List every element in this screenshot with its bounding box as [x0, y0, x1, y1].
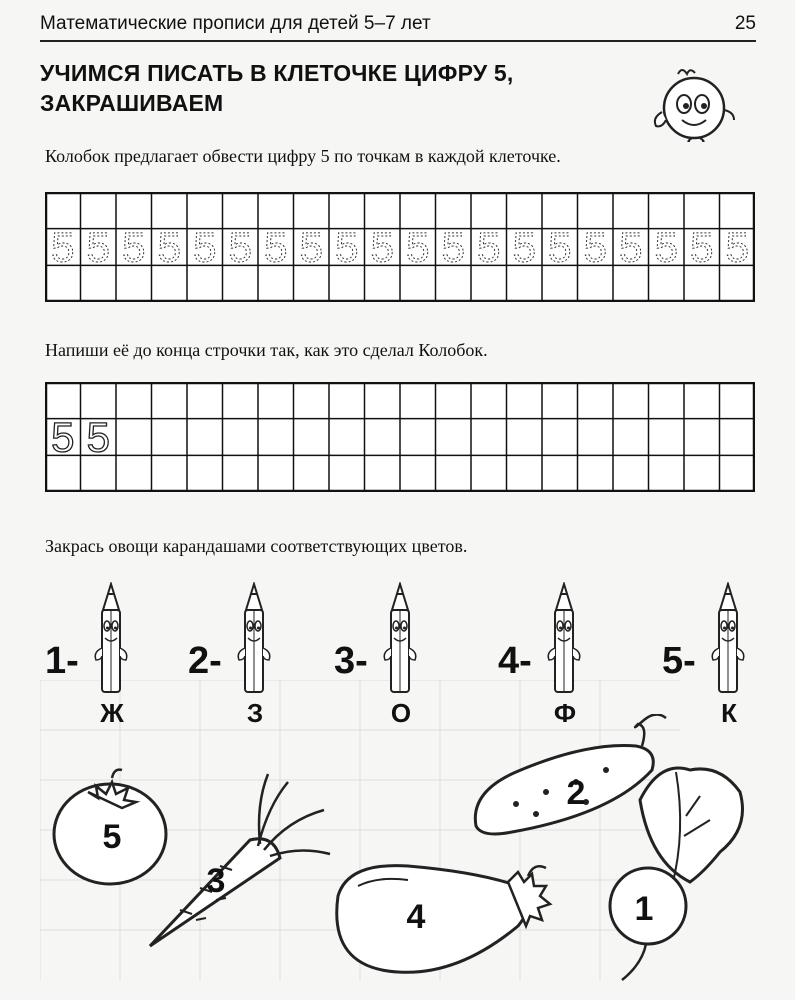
dotted-digit: 5	[512, 223, 536, 271]
legend-color-letter: Ж	[100, 698, 124, 728]
cucumber-number: 2	[566, 774, 586, 812]
instruction-trace: Колобок предлагает обвести цифру 5 по точкам в каждой клеточке.	[45, 146, 561, 166]
dotted-digit: 5	[370, 223, 394, 271]
legend-item-2	[188, 582, 308, 732]
dotted-digit: 5	[441, 223, 465, 271]
trace-grid	[45, 192, 755, 302]
carrot-number: 3	[206, 862, 226, 900]
radish-picture	[600, 756, 760, 991]
legend-color-letter: Ф	[553, 698, 577, 728]
dotted-digit: 5	[725, 223, 749, 271]
running-header	[40, 10, 756, 42]
dotted-digit: 5	[264, 223, 288, 271]
heading-line-1: УЧИМСЯ ПИСАТЬ В КЛЕТОЧКЕ ЦИФРУ 5,	[40, 60, 514, 86]
dotted-digit: 5	[583, 223, 607, 271]
legend-item-3	[334, 582, 454, 732]
dotted-digit: 5	[122, 223, 146, 271]
sample-digit: 5	[86, 413, 110, 461]
instruction-write: Напиши её до конца строчки так, как это сделал Колобок.	[45, 340, 488, 360]
sample-digit: 5	[51, 413, 75, 461]
legend-color-letter: О	[390, 698, 412, 728]
dotted-digit: 5	[193, 223, 217, 271]
dotted-digit: 5	[619, 223, 643, 271]
legend-number: 3-	[334, 640, 368, 682]
dotted-digit: 5	[477, 223, 501, 271]
radish-number: 1	[634, 890, 654, 928]
legend-item-5	[662, 582, 782, 732]
pencil-icon	[380, 582, 420, 694]
carrot-picture	[140, 770, 340, 955]
write-grid	[45, 382, 755, 492]
pencil-icon	[544, 582, 584, 694]
dotted-digit: 5	[299, 223, 323, 271]
dotted-digit: 5	[406, 223, 430, 271]
dotted-digit: 5	[548, 223, 572, 271]
tomato-number: 5	[102, 818, 122, 856]
dotted-digit: 5	[86, 223, 110, 271]
legend-number: 2-	[188, 640, 222, 682]
legend-color-letter: К	[721, 698, 737, 728]
instruction-color: Закрась овощи карандашами соответствующих цветов.	[45, 536, 468, 556]
pencil-icon	[234, 582, 274, 694]
kolobok-mascot	[648, 64, 748, 147]
eggplant-number: 4	[406, 898, 426, 936]
heading-line-2: ЗАКРАШИВАЕМ	[40, 90, 224, 116]
legend-number: 5-	[662, 640, 696, 682]
legend-item-1	[45, 582, 165, 732]
dotted-digit: 5	[690, 223, 714, 271]
page-number: 25	[734, 13, 756, 34]
pencil-icon	[708, 582, 748, 694]
running-title: Математические прописи для детей 5–7 лет	[40, 13, 431, 34]
dotted-digit: 5	[157, 223, 181, 271]
eggplant-picture	[328, 856, 568, 991]
legend-number: 4-	[498, 640, 532, 682]
legend-color-letter: З	[246, 698, 264, 728]
dotted-digit: 5	[228, 223, 252, 271]
legend-item-4	[498, 582, 618, 732]
lesson-heading	[40, 58, 600, 118]
dotted-digit: 5	[51, 223, 75, 271]
dotted-digit: 5	[335, 223, 359, 271]
legend-number: 1-	[45, 640, 79, 682]
pencil-icon	[91, 582, 131, 694]
dotted-digit: 5	[654, 223, 678, 271]
